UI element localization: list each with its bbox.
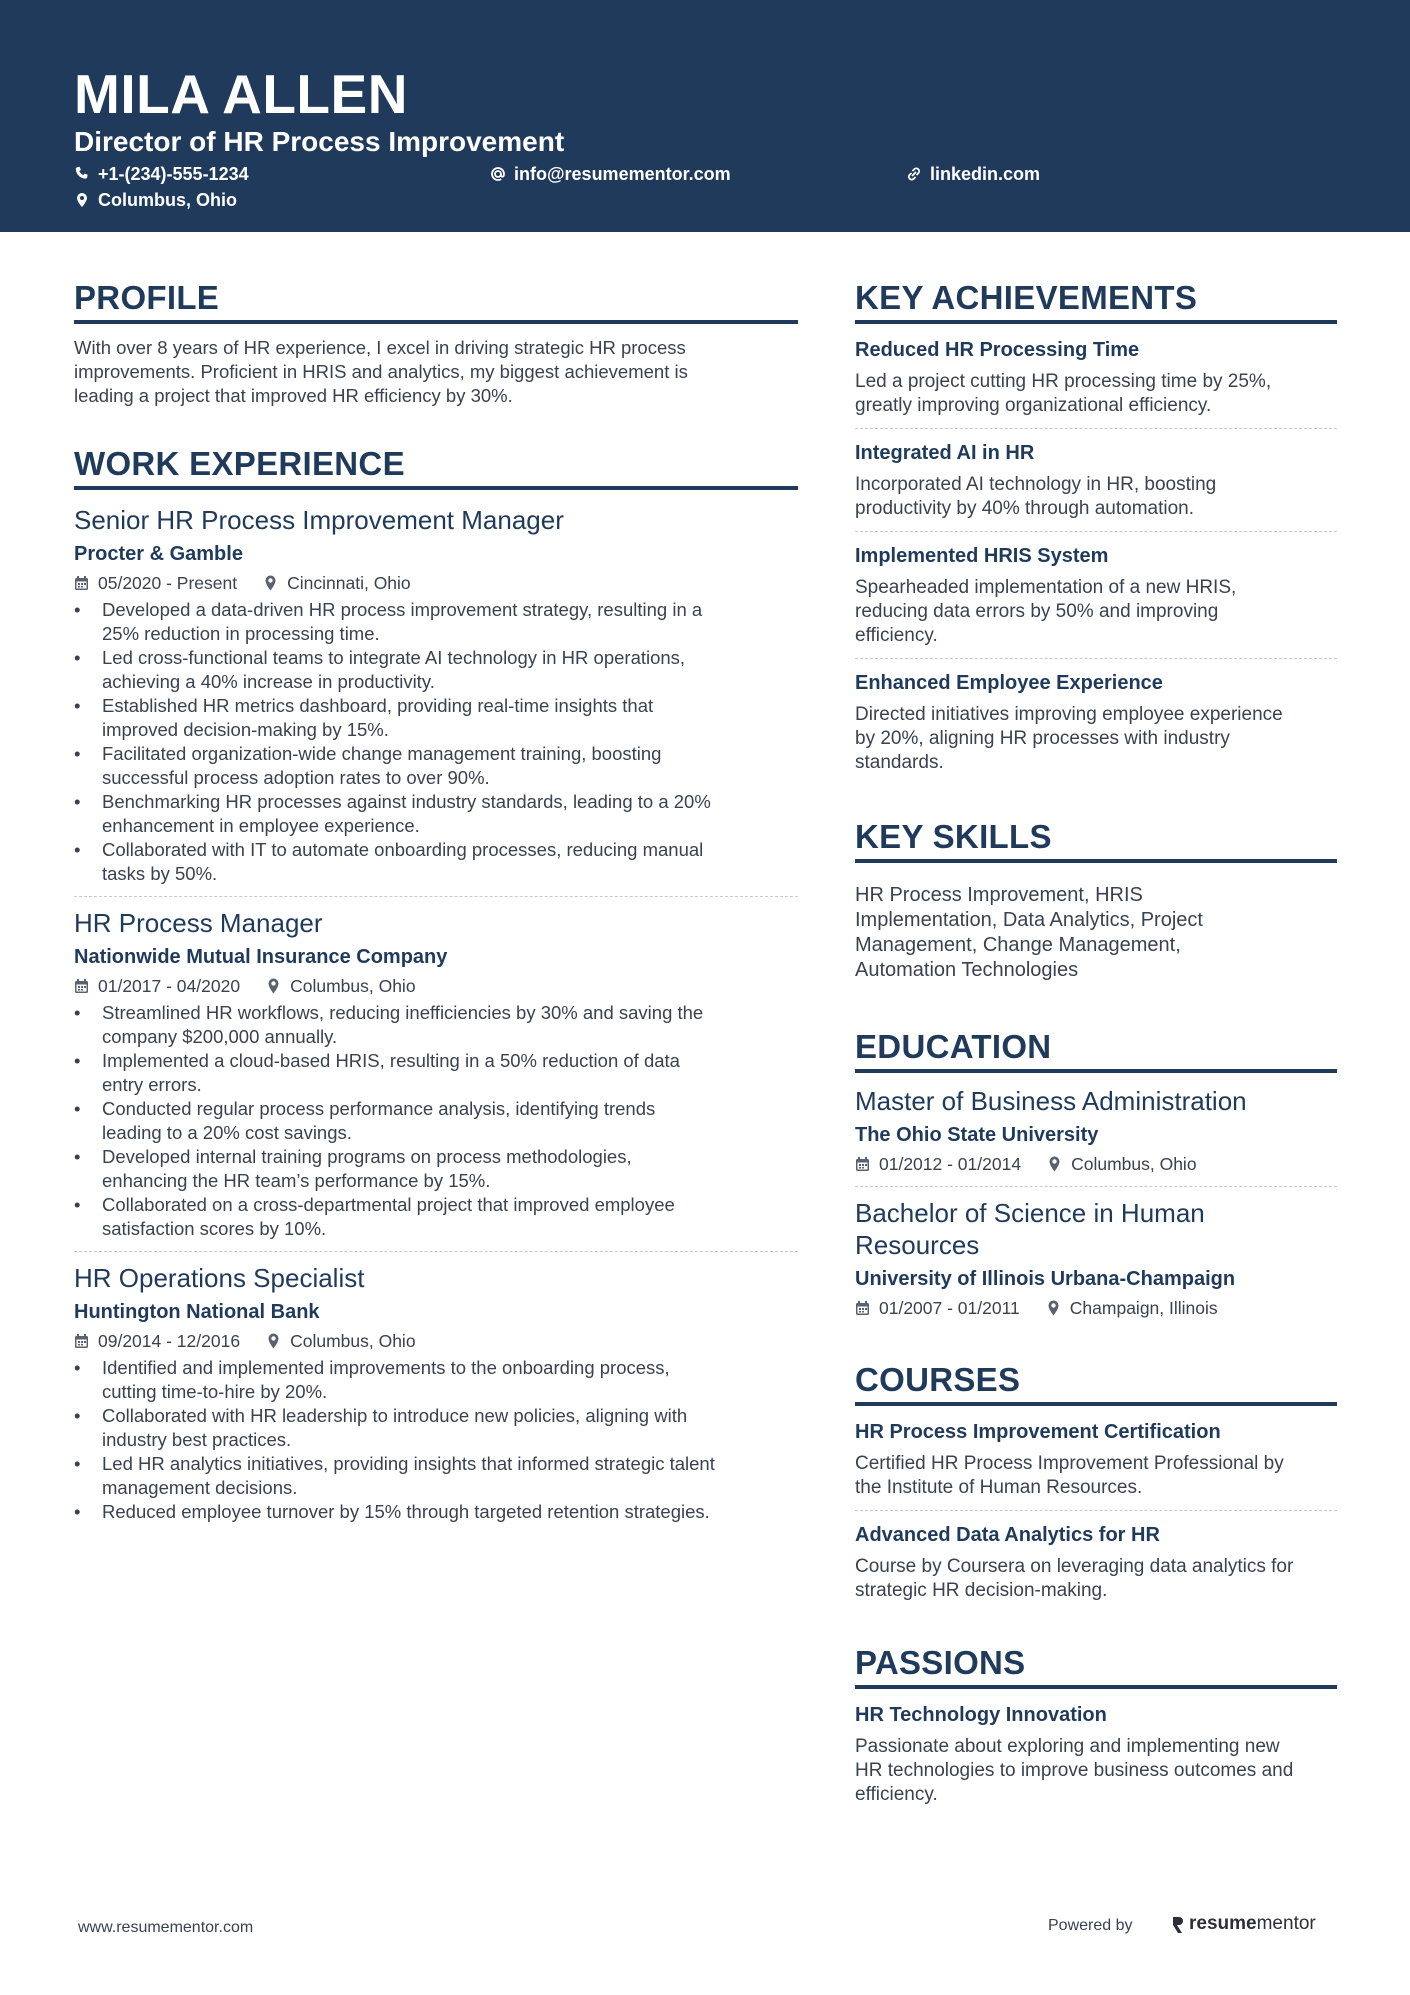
job-bullets xyxy=(74,598,798,886)
divider xyxy=(855,1186,1337,1187)
courses-item-description xyxy=(855,1452,1337,1500)
education-dates: 01/2012 - 01/2014 xyxy=(879,1154,1022,1174)
achievements-item-description xyxy=(855,473,1337,521)
achievements-item-title: Reduced HR Processing Time xyxy=(855,339,1140,361)
linkedin-text: linkedin.com xyxy=(930,164,1041,184)
job-bullet xyxy=(74,838,798,886)
bullet-line: • Developed internal training programs on process methodologies, xyxy=(102,1146,632,1167)
job-bullet xyxy=(74,1049,798,1097)
bullet-line: enhancement in employee experience. xyxy=(102,815,420,836)
description-line: Course by Coursera on leveraging data analytics for xyxy=(855,1556,1294,1577)
bullet-line: • Reduced employee turnover by 15% through targeted retention strategies. xyxy=(102,1501,710,1522)
job-bullet xyxy=(74,1001,798,1049)
job-location: Columbus, Ohio xyxy=(290,1331,416,1351)
bullet-line: entry errors. xyxy=(102,1074,202,1095)
location-pin-icon xyxy=(74,192,90,208)
achievements-item-title: Integrated AI in HR xyxy=(855,442,1035,464)
job-bullet xyxy=(74,598,798,646)
school-name: The Ohio State University xyxy=(855,1124,1099,1146)
profile-line: improvements. Proficient in HRIS and analytics, my biggest achievement is xyxy=(74,361,688,382)
location-pin-icon xyxy=(263,575,278,591)
bullet-line: • Established HR metrics dashboard, providing real-time insights that xyxy=(102,695,654,716)
education-item xyxy=(855,1197,1337,1320)
school-name: University of Illinois Urbana-Champaign xyxy=(855,1268,1236,1290)
divider xyxy=(855,658,1337,659)
job-bullet xyxy=(74,1500,798,1524)
job-title: HR Process Manager xyxy=(74,908,323,938)
resumementor-logo[interactable] xyxy=(1171,1913,1316,1935)
job-bullet xyxy=(74,1097,798,1145)
skills-text xyxy=(855,883,1337,983)
description-line: Led a project cutting HR processing time by 25%, xyxy=(855,371,1272,392)
education-meta xyxy=(855,1296,1337,1320)
logo-text-light: mentor xyxy=(1256,1913,1316,1934)
degree-line: Resources xyxy=(855,1230,980,1260)
job-bullet xyxy=(74,1356,798,1404)
job-entry xyxy=(74,907,798,1241)
job-bullet xyxy=(74,694,798,742)
bullet-line: • Streamlined HR workflows, reducing inefficiencies by 30% and saving the xyxy=(102,1002,704,1023)
resumementor-logo-icon xyxy=(1171,1913,1185,1935)
location-pin-icon xyxy=(266,978,281,994)
logo-text-bold: resume xyxy=(1189,1913,1257,1934)
phone-text: +1-(234)-555-1234 xyxy=(98,164,249,184)
calendar-icon xyxy=(855,1300,870,1316)
description-line: productivity by 40% through automation. xyxy=(855,498,1195,519)
footer-powered-by: Powered by xyxy=(1048,1917,1133,1934)
bullet-line: • Developed a data-driven HR process improvement strategy, resulting in a xyxy=(102,599,703,620)
education-location: Columbus, Ohio xyxy=(1071,1154,1197,1174)
calendar-icon xyxy=(855,1156,870,1172)
job-bullet xyxy=(74,790,798,838)
link-icon xyxy=(906,166,922,182)
divider xyxy=(855,428,1337,429)
bullet-line: successful process adoption rates to over 90%. xyxy=(102,767,490,788)
bullet-line: • Collaborated with IT to automate onboarding processes, reducing manual xyxy=(102,839,704,860)
description-line: standards. xyxy=(855,752,944,773)
job-location: Cincinnati, Ohio xyxy=(287,573,411,593)
phone-icon xyxy=(74,166,90,182)
courses-item-title: Advanced Data Analytics for HR xyxy=(855,1524,1160,1546)
divider xyxy=(855,1510,1337,1511)
contact-linkedin[interactable] xyxy=(906,162,1040,186)
description-line: the Institute of Human Resources. xyxy=(855,1477,1143,1498)
degree-line: Bachelor of Science in Human xyxy=(855,1198,1205,1228)
candidate-name: MILA ALLEN xyxy=(74,63,408,125)
bullet-line: management decisions. xyxy=(102,1477,298,1498)
bullet-line: improved decision-making by 15%. xyxy=(102,719,389,740)
email-text: info@resumementor.com xyxy=(514,164,731,184)
education-location: Champaign, Illinois xyxy=(1069,1298,1218,1318)
description-line: Passionate about exploring and implementing new xyxy=(855,1736,1280,1757)
job-title: HR Operations Specialist xyxy=(74,1263,365,1293)
job-bullets xyxy=(74,1001,798,1241)
courses-item xyxy=(855,1418,1337,1500)
achievements-item xyxy=(855,439,1337,521)
divider xyxy=(74,1251,798,1252)
education-heading: EDUCATION xyxy=(855,1027,1337,1073)
bullet-line: cutting time-to-hire by 20%. xyxy=(102,1381,328,1402)
location-pin-icon xyxy=(1046,1300,1061,1316)
company-name: Nationwide Mutual Insurance Company xyxy=(74,946,448,968)
footer-website[interactable]: www.resumementor.com xyxy=(78,1919,254,1936)
bullet-line: • Facilitated organization-wide change management training, boosting xyxy=(102,743,662,764)
description-line: strategic HR decision-making. xyxy=(855,1580,1108,1601)
courses-item xyxy=(855,1521,1337,1603)
job-title: Senior HR Process Improvement Manager xyxy=(74,505,564,535)
courses-list xyxy=(855,1418,1337,1603)
skills-line: Automation Technologies xyxy=(855,959,1079,981)
key-achievements-heading: KEY ACHIEVEMENTS xyxy=(855,278,1337,324)
key-skills-heading: KEY SKILLS xyxy=(855,817,1337,863)
degree-line: Master of Business Administration xyxy=(855,1086,1247,1116)
description-line: Directed initiatives improving employee experience xyxy=(855,704,1283,725)
job-meta xyxy=(74,974,798,998)
job-bullet xyxy=(74,1452,798,1500)
profile-line: With over 8 years of HR experience, I excel in driving strategic HR process xyxy=(74,337,686,358)
job-dates: 05/2020 - Present xyxy=(98,573,238,593)
job-meta xyxy=(74,1329,798,1353)
skills-line: Management, Change Management, xyxy=(855,934,1181,956)
company-name: Procter & Gamble xyxy=(74,543,243,565)
job-bullet xyxy=(74,742,798,790)
education-list xyxy=(855,1085,1337,1320)
description-line: reducing data errors by 50% and improving xyxy=(855,601,1219,622)
contact-phone[interactable] xyxy=(74,162,249,186)
courses-item-description xyxy=(855,1555,1337,1603)
degree-title xyxy=(855,1085,1337,1117)
passions-item-title: HR Technology Innovation xyxy=(855,1704,1107,1726)
bullet-line: enhancing the HR team’s performance by 15%. xyxy=(102,1170,491,1191)
company-name: Huntington National Bank xyxy=(74,1301,320,1323)
at-icon xyxy=(490,166,506,182)
job-bullet xyxy=(74,1404,798,1452)
divider xyxy=(855,531,1337,532)
achievements-item-description xyxy=(855,370,1337,418)
bullet-line: leading to a 20% cost savings. xyxy=(102,1122,352,1143)
job-dates: 09/2014 - 12/2016 xyxy=(98,1331,241,1351)
achievements-item xyxy=(855,542,1337,648)
bullet-line: achieving a 40% increase in productivity. xyxy=(102,671,435,692)
courses-heading: COURSES xyxy=(855,1360,1337,1406)
right-column xyxy=(855,278,1337,1807)
job-bullet xyxy=(74,1193,798,1241)
bullet-line: company $200,000 annually. xyxy=(102,1026,338,1047)
job-entry xyxy=(74,1262,798,1524)
achievements-item-description xyxy=(855,576,1337,648)
job-bullet xyxy=(74,646,798,694)
calendar-icon xyxy=(74,978,89,994)
bullet-line: tasks by 50%. xyxy=(102,863,218,884)
description-line: efficiency. xyxy=(855,625,938,646)
passions-item xyxy=(855,1701,1337,1807)
bullet-line: • Collaborated on a cross-departmental project that improved employee xyxy=(102,1194,675,1215)
calendar-icon xyxy=(74,575,89,591)
job-location: Columbus, Ohio xyxy=(290,976,416,996)
job-bullets xyxy=(74,1356,798,1524)
bullet-line: industry best practices. xyxy=(102,1429,292,1450)
location-pin-icon xyxy=(1047,1156,1062,1172)
calendar-icon xyxy=(74,1333,89,1349)
job-dates: 01/2017 - 04/2020 xyxy=(98,976,241,996)
skills-line: Implementation, Data Analytics, Project xyxy=(855,909,1203,931)
bullet-line: • Implemented a cloud-based HRIS, resulting in a 50% reduction of data xyxy=(102,1050,680,1071)
achievements-item-description xyxy=(855,703,1337,775)
achievements-item xyxy=(855,336,1337,418)
bullet-line: 25% reduction in processing time. xyxy=(102,623,380,644)
achievements-list xyxy=(855,336,1337,775)
education-item xyxy=(855,1085,1337,1176)
description-line: greatly improving organizational efficiency. xyxy=(855,395,1212,416)
bullet-line: satisfaction scores by 10%. xyxy=(102,1218,327,1239)
contact-location xyxy=(74,188,237,212)
education-dates: 01/2007 - 01/2011 xyxy=(879,1298,1020,1318)
profile-heading: PROFILE xyxy=(74,278,798,324)
achievements-item-title: Enhanced Employee Experience xyxy=(855,672,1163,694)
bullet-line: • Benchmarking HR processes against industry standards, leading to a 20% xyxy=(102,791,711,812)
bullet-line: • Led cross-functional teams to integrate AI technology in HR operations, xyxy=(102,647,686,668)
profile-line: leading a project that improved HR efficiency by 30%. xyxy=(74,385,513,406)
achievements-item-title: Implemented HRIS System xyxy=(855,545,1109,567)
passions-heading: PASSIONS xyxy=(855,1643,1337,1689)
description-line: HR technologies to improve business outcomes and xyxy=(855,1760,1294,1781)
passions-list xyxy=(855,1701,1337,1807)
description-line: Incorporated AI technology in HR, boosting xyxy=(855,474,1217,495)
location-pin-icon xyxy=(266,1333,281,1349)
skills-line: HR Process Improvement, HRIS xyxy=(855,884,1143,906)
resume-header xyxy=(0,0,1410,232)
job-meta xyxy=(74,571,798,595)
bullet-line: • Led HR analytics initiatives, providing insights that informed strategic talent xyxy=(102,1453,715,1474)
description-line: Spearheaded implementation of a new HRIS, xyxy=(855,577,1237,598)
contact-email[interactable] xyxy=(490,162,731,186)
job-entry xyxy=(74,504,798,886)
jobs-list xyxy=(74,504,798,1524)
job-bullet xyxy=(74,1145,798,1193)
bullet-line: • Conducted regular process performance analysis, identifying trends xyxy=(102,1098,656,1119)
description-line: Certified HR Process Improvement Professional by xyxy=(855,1453,1284,1474)
profile-summary xyxy=(74,336,798,408)
candidate-title: Director of HR Process Improvement xyxy=(74,126,565,157)
degree-title xyxy=(855,1197,1337,1261)
divider xyxy=(74,896,798,897)
description-line: efficiency. xyxy=(855,1784,938,1805)
passions-item-description xyxy=(855,1735,1337,1807)
education-meta xyxy=(855,1152,1337,1176)
achievements-item xyxy=(855,669,1337,775)
left-column xyxy=(74,278,798,1524)
description-line: by 20%, aligning HR processes with industry xyxy=(855,728,1230,749)
bullet-line: • Collaborated with HR leadership to introduce new policies, aligning with xyxy=(102,1405,688,1426)
courses-item-title: HR Process Improvement Certification xyxy=(855,1421,1221,1443)
bullet-line: • Identified and implemented improvements to the onboarding process, xyxy=(102,1357,670,1378)
location-text: Columbus, Ohio xyxy=(98,190,237,210)
work-experience-heading: WORK EXPERIENCE xyxy=(74,444,798,490)
